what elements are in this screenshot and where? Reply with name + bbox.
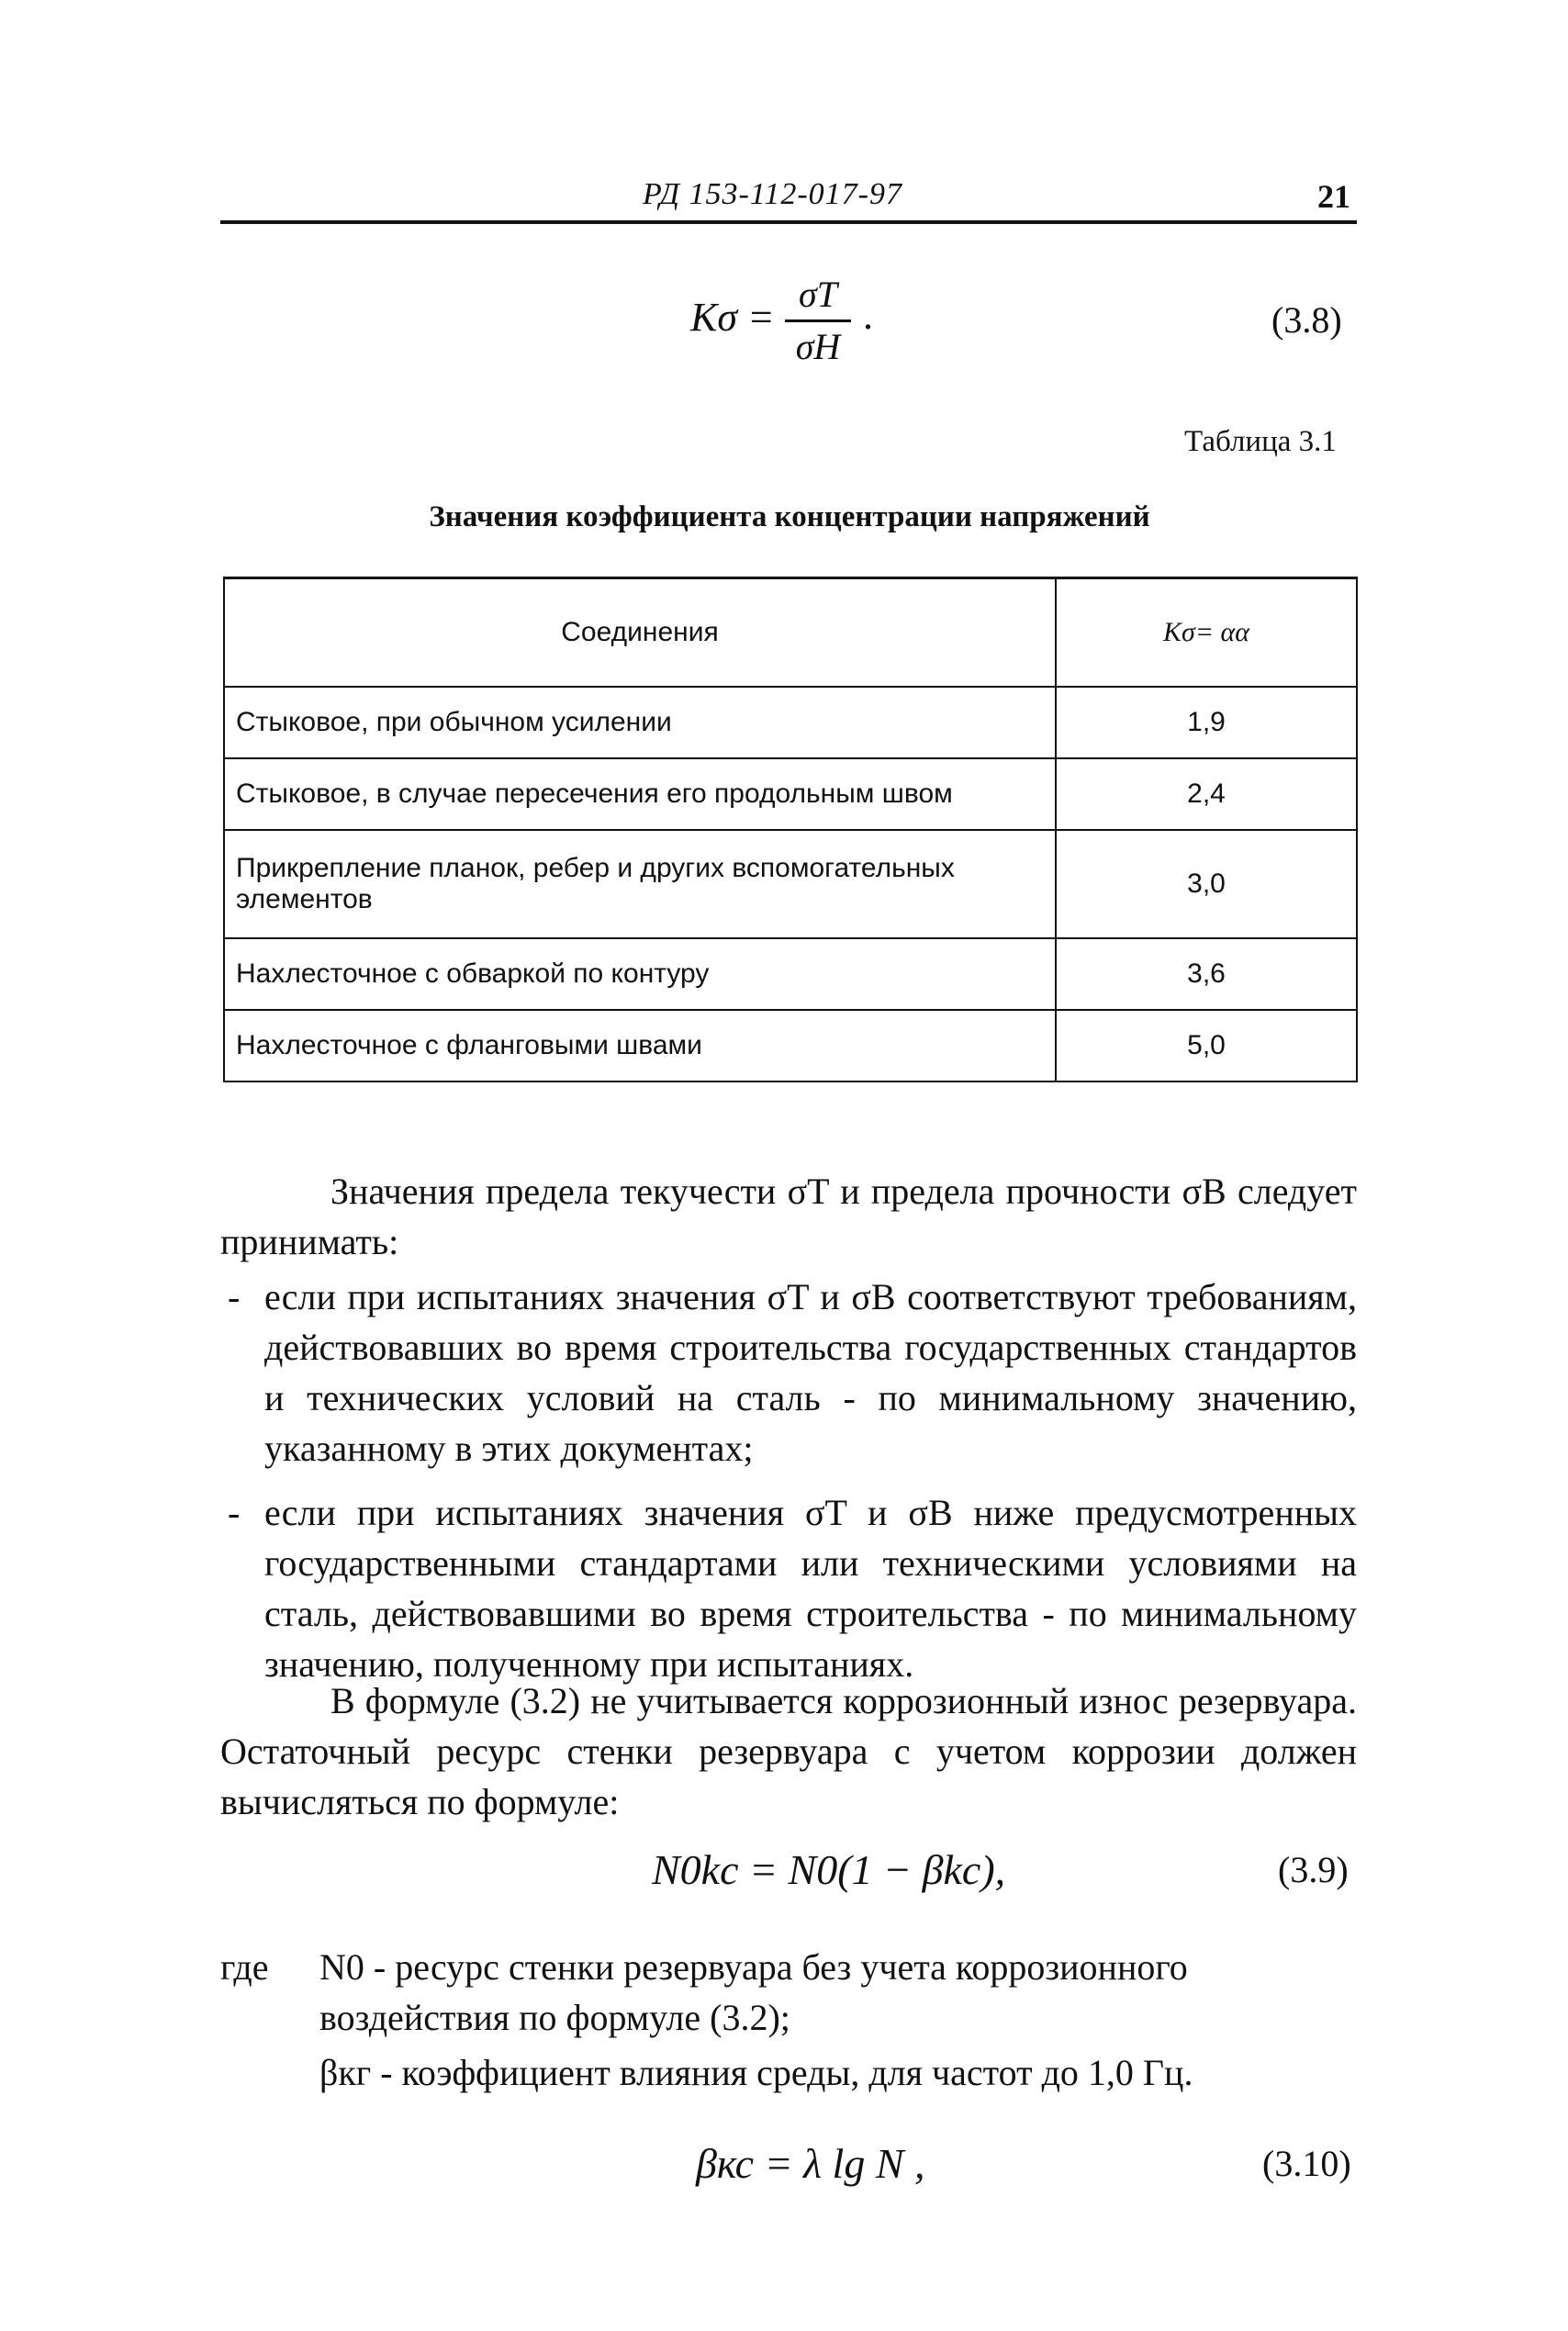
- list-item: [220, 1272, 1357, 1483]
- row-value: 5,0: [1056, 1010, 1357, 1081]
- row-name: Нахлесточное с обваркой по контуру: [224, 938, 1056, 1010]
- document-code: РД 153-112-017-97: [643, 177, 902, 211]
- where-label: где: [220, 1946, 269, 1988]
- formula-3-8-lhs: Kσ =: [690, 295, 775, 340]
- row-name: Прикрепление планок, ребер и других вспомогательных элементов: [224, 830, 1056, 938]
- row-value: 3,6: [1056, 938, 1357, 1010]
- bullet-text: если при испытаниях значения σT и σB соответствуют требованиям, действовавших во время строительства государственных стандартов и технических условий на сталь - по минимальному значению, указанному в этих документах;: [264, 1276, 1357, 1469]
- page-number: 21: [1317, 178, 1350, 215]
- table-row: [224, 758, 1357, 830]
- definition-beta: βкг - коэффициент влияния среды, для частот до 1,0 Гц.: [319, 2052, 1193, 2093]
- table-row: [224, 938, 1357, 1010]
- row-value: 3,0: [1056, 830, 1357, 938]
- paragraph-yield-strength: Значения предела текучести σT и предела прочности σB следует принимать:: [220, 1171, 1357, 1262]
- header-rule: [220, 220, 1357, 224]
- row-name: Стыковое, в случае пересечения его продольным швом: [224, 758, 1056, 830]
- paragraph-corrosion: В формуле (3.2) не учитывается коррозионный износ резервуара. Остаточный ресурс стенки резервуара с учетом коррозии должен вычисляться по формуле:: [220, 1680, 1357, 1822]
- formula-3-9-number: (3.9): [1278, 1849, 1349, 1890]
- col-header-joints: Соединения: [224, 578, 1056, 688]
- row-value: 2,4: [1056, 758, 1357, 830]
- formula-3-8-number: (3.8): [1271, 299, 1342, 341]
- definition-n0: N0 - ресурс стенки резервуара без учета коррозионного воздействия по формуле (3.2);: [319, 1946, 1188, 2038]
- formula-3-10-number: (3.10): [1262, 2143, 1351, 2184]
- formula-3-9: N0kc = N0(1 − βkc),: [652, 1846, 1006, 1893]
- table-title: Значения коэффициента концентрации напряжений: [429, 500, 1150, 533]
- formula-3-8-numerator: σT: [799, 274, 837, 315]
- row-value: 1,9: [1056, 687, 1357, 758]
- table-row: [224, 830, 1357, 938]
- bullet-text: если при испытаниях значения σT и σB ниже предусмотренных государственными стандартами или техническими условиями на сталь, действовавшими во время строительства - по минимальному значению, полученному при испытаниях.: [264, 1492, 1357, 1685]
- table-label: Таблица 3.1: [1184, 425, 1337, 458]
- formula-3-8-tail: .: [863, 293, 873, 338]
- table-header-row: [224, 578, 1357, 688]
- row-name: Стыковое, при обычном усилении: [224, 687, 1056, 758]
- col-header-k-sigma: Kσ= αα: [1056, 578, 1357, 688]
- formula-3-10: βкс = λ lg N ,: [696, 2140, 925, 2187]
- stress-concentration-table: [223, 577, 1358, 1082]
- bullet-dash: -: [228, 1492, 241, 1533]
- fraction-bar: [785, 319, 851, 322]
- table-row: [224, 1010, 1357, 1081]
- table-row: [224, 687, 1357, 758]
- list-item: [220, 1487, 1357, 1698]
- formula-3-8-fraction: [785, 272, 851, 370]
- formula-3-8-denominator: σH: [795, 326, 841, 367]
- row-name: Нахлесточное с фланговыми швами: [224, 1010, 1056, 1081]
- bullet-dash: -: [228, 1276, 241, 1317]
